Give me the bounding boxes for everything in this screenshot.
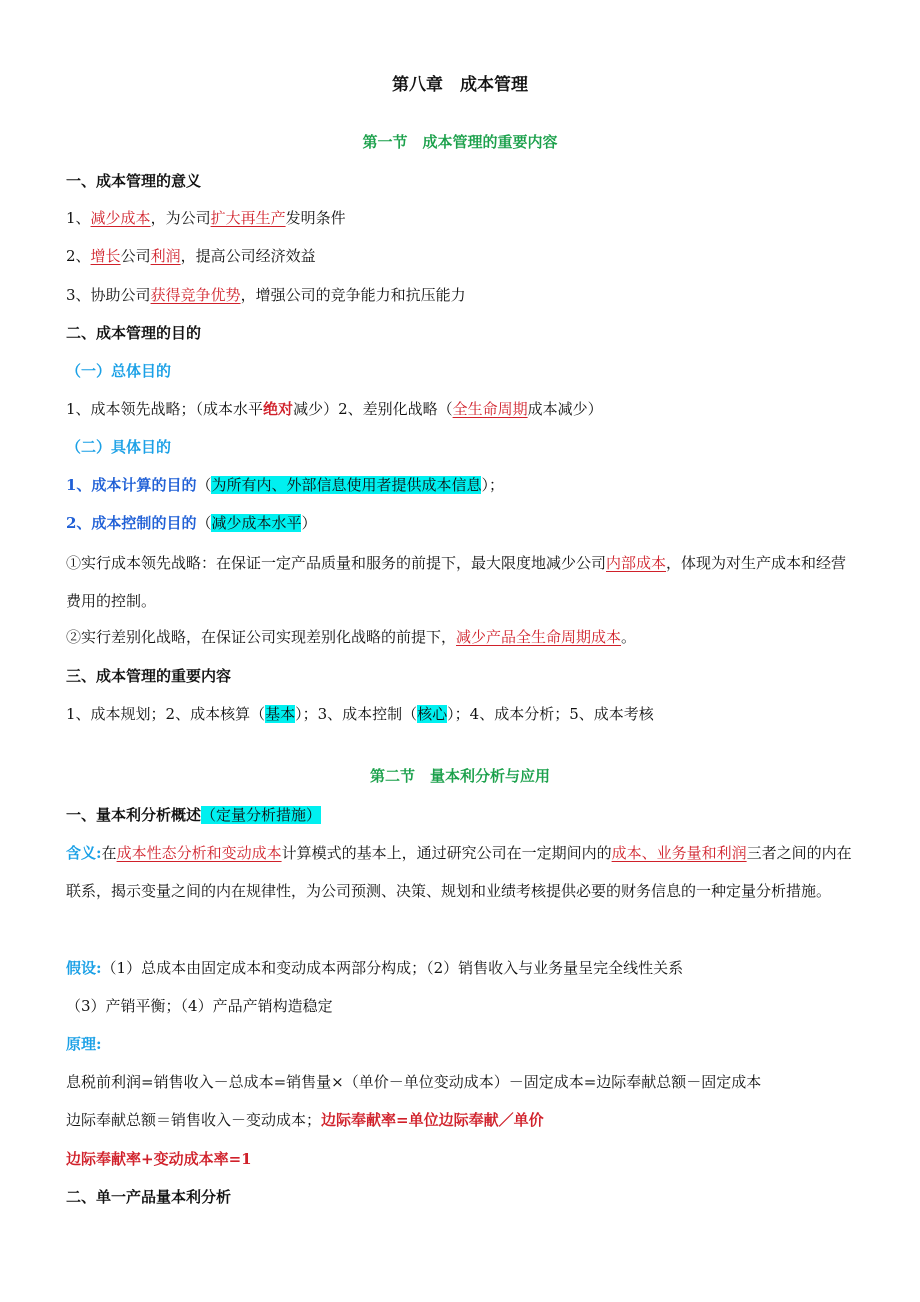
significance-item-1: 1、减少成本，为公司扩大再生产发明条件 bbox=[66, 209, 346, 227]
formula-rates: 边际奉献率+变动成本率=1 bbox=[66, 1150, 252, 1168]
label-definition: 含义: bbox=[66, 844, 102, 862]
main-content-line: 1、成本规划；2、成本核算（基本）；3、成本控制（核心）；4、成本分析；5、成本考核 bbox=[66, 705, 654, 723]
heading-main-content: 三、成本管理的重要内容 bbox=[66, 667, 232, 685]
significance-item-2: 2、增长公司利润，提高公司经济效益 bbox=[66, 247, 316, 265]
significance-item-3: 3、协助公司获得竞争优势，增强公司的竞争能力和抗压能力 bbox=[66, 286, 466, 304]
heading-cvp-overview: 一、量本利分析概述（定量分析措施） bbox=[66, 806, 322, 824]
assumptions-line-2: （3）产销平衡；（4）产品产销构造稳定 bbox=[66, 997, 333, 1015]
label-assumptions: 假设: bbox=[66, 959, 102, 977]
formula-contribution: 边际奉献总额＝销售收入－变动成本；边际奉献率=单位边际奉献／单价 bbox=[66, 1111, 544, 1129]
chapter-title: 第八章 成本管理 bbox=[392, 75, 528, 95]
underlined-term: 获得竞争优势 bbox=[150, 286, 241, 304]
highlighted-text: 为所有内、外部信息使用者提供成本信息 bbox=[211, 476, 482, 494]
heading-single-product: 二、单一产品量本利分析 bbox=[66, 1188, 232, 1206]
heading-significance: 一、成本管理的意义 bbox=[66, 172, 202, 190]
heading-purpose: 二、成本管理的目的 bbox=[66, 324, 202, 342]
underlined-term: 全生命周期 bbox=[452, 400, 528, 418]
emphasis-text: 绝对 bbox=[263, 400, 294, 418]
subheading-overall-purpose: （一）总体目的 bbox=[66, 362, 172, 380]
underlined-term: 成本、业务量和利润 bbox=[611, 844, 747, 862]
subheading-specific-purpose: （二）具体目的 bbox=[66, 438, 172, 456]
underlined-term: 利润 bbox=[150, 247, 181, 265]
label-principle: 原理: bbox=[66, 1035, 102, 1053]
section-title-1: 第一节 成本管理的重要内容 bbox=[362, 133, 558, 151]
underlined-term: 增长 bbox=[90, 247, 121, 265]
highlighted-text: （定量分析措施） bbox=[201, 806, 322, 824]
highlighted-text: 核心 bbox=[417, 705, 448, 723]
overall-purpose-line: 1、成本领先战略；（成本水平绝对减少）2、差别化战略（全生命周期成本减少） bbox=[66, 400, 603, 418]
underlined-term: 内部成本 bbox=[606, 554, 667, 572]
paragraph-differentiation: ②实行差别化战略，在保证公司实现差别化战略的前提下，减少产品全生命周期成本。 bbox=[66, 628, 637, 646]
highlighted-text: 减少成本水平 bbox=[211, 514, 302, 532]
assumptions-line-1: 假设:（1）总成本由固定成本和变动成本两部分构成；（2）销售收入与业务量呈完全线性关系 bbox=[66, 959, 684, 977]
section-title-2: 第二节 量本利分析与应用 bbox=[369, 767, 550, 785]
paragraph-cost-leadership: ①实行成本领先战略：在保证一定产品质量和服务的前提下，最大限度地减少公司内部成本，体现为对生产成本和经营费用的控制。 bbox=[66, 554, 847, 610]
formula-ebit: 息税前利润=销售收入－总成本=销售量×（单价－单位变动成本）－固定成本=边际奉献总额－固定成本 bbox=[66, 1073, 762, 1091]
underlined-term: 扩大再生产 bbox=[210, 209, 286, 227]
underlined-term: 减少成本 bbox=[90, 209, 151, 227]
goal-cost-control: 2、成本控制的目的（减少成本水平） bbox=[66, 514, 317, 532]
underlined-term: 减少产品全生命周期成本 bbox=[456, 628, 622, 646]
highlighted-text: 基本 bbox=[265, 705, 296, 723]
underlined-term: 成本性态分析和变动成本 bbox=[116, 844, 282, 862]
paragraph-definition: 含义:在成本性态分析和变动成本计算模式的基本上，通过研究公司在一定期间内的成本、业务量和利润三者之间的内在联系，揭示变量之间的内在规律性，为公司预测、决策、规划和业绩考核提供必要的财务信息的一种定量分析措施。 bbox=[66, 844, 852, 900]
emphasis-formula: 边际奉献率=单位边际奉献／单价 bbox=[321, 1111, 544, 1129]
goal-cost-calculation: 1、成本计算的目的（为所有内、外部信息使用者提供成本信息）； bbox=[66, 476, 504, 494]
